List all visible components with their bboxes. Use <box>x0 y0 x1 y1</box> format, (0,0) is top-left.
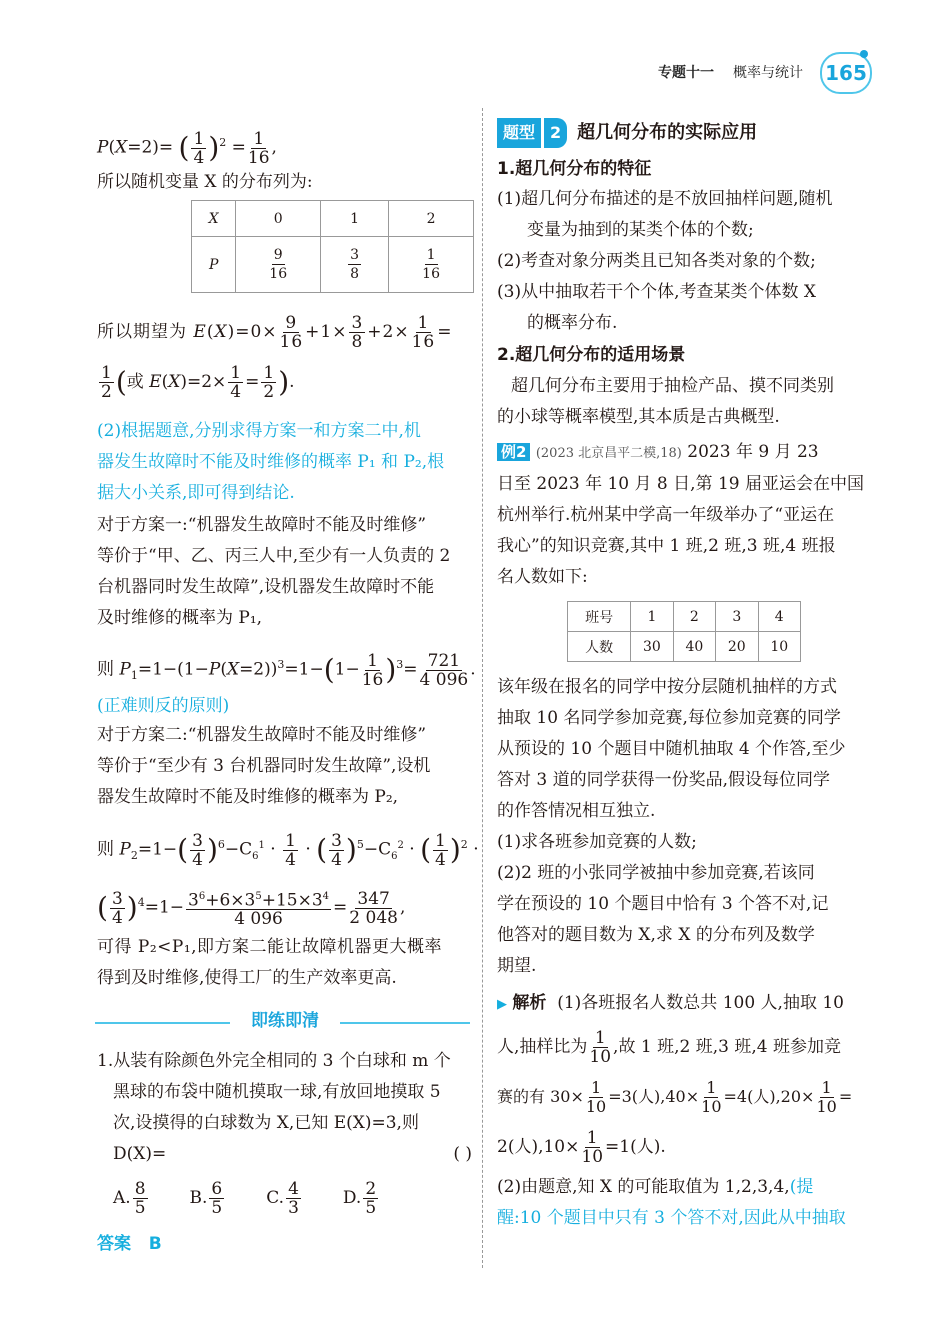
table-header: X <box>192 201 236 237</box>
section-2-title: 2.超几何分布的适用场景 <box>497 345 686 365</box>
table-header: 班号 <box>568 602 631 632</box>
hint-block: (2)根据题意,分别求得方案一和方案二中,机 器发生故障时不能及时维修的概率 P₁ 和 P₂,根 据大小关系,即可得到结论. <box>97 421 445 503</box>
table-header: 3 <box>716 602 758 632</box>
header-topic: 概率与统计 <box>733 65 803 81</box>
conclusion-block: 可得 P₂<P₁,即方案二能让故障机器更大概率 得到及时维修,使得工厂的生产效率更高. <box>97 937 443 988</box>
right-column: 题型 2 超几何分布的实际应用 1.超几何分布的特征 (1)超几何分布描述的是不放回抽样问题,随机 变量为抽到的某类个体的个数; (2)考查对象分两类且已知各类对象的个数; (3)从中抽取若干个个体,考查某类个体数 X 的概率分布. 2.超几何分布的适用场景 超几何分布主要用于抽检产品、摸不同类别 的小球等概率模型,其本质是古典概型. 例2 (2023 北京昌平二模,18) 2023 年 9 月 23 日至 2023 年 10 月 8 日,第 19 届亚运会在中国 杭州举行.杭州某中学高一年级举办了“亚运在 我心”的知识竞赛,其中 1 班,2 班,3 班,4 班报 名人数如下: 班号 1 2 3 4 人数 30 40 20 10 该年级在报名的同学中按分层随机抽样的方式 抽取 10 名同学参加竞赛,每位参加竞赛的同学 从预设的 10 个题目中随机抽取 4 个作答,至少 答对 3 道的同学获得一份奖品,假设每位同学 的作答情况相互独立. (1)求各班参加竞赛的人数; (2)2 班的小张同学被抽中参加竞赛,若该同 学在预设的 10 个题目中恰有 3 个答不对,记 他答对的题目数为 X,求 X 的分布列及数学 期望. ▶ 解析 (1)各班报名人数总共 100 人,抽取 10 人,抽样比为 $\frac{1}{10}$ ,故 1 班,2 班,3 班,4 班参加竞 赛的有 30× $\frac{1}{10}$ =3(人),40× $\frac{1}{10}$ =4(人),20× $\frac{1}{10}$ = 2(人),10× $\frac{1}{10}$ =1(人). (2)由题意,知 X 的可能取值为 1,2,3,4,(提 醒:10 个题目中只有 3 个答不对,因此从中抽取 <box>497 118 872 1234</box>
solution-line4: 2(人),10× $\frac{1}{10}$ =1(人). <box>497 1128 666 1167</box>
table-header: 2 <box>389 201 474 237</box>
left-column <box>97 120 479 988</box>
principle-note: (正难则反的原则) <box>97 696 230 716</box>
header-topic-number: 专题十一 <box>658 65 714 81</box>
option-b[interactable]: B. $\frac{6}{5}$ <box>189 1179 223 1218</box>
q1-options <box>97 1180 472 1224</box>
solution-line3: 赛的有 30× $\frac{1}{10}$ =3(人),40× $\frac{1}{10}$ =4(人),20× $\frac{1}{10}$ = <box>497 1078 853 1116</box>
solution-line5: (2)由题意,知 X 的可能取值为 1,2,3,4,(提 <box>497 1177 814 1197</box>
question-1: 1.从装有除颜色外完全相同的 3 个白球和 m 个 黑球的布袋中随机摸取一球,有放回地摸取 5 次,设摸得的白球数为 X,已知 E(X)=3,则 D(X)= ( ) A. $\frac{8}{5}$ B. $\frac{6}{5}$ C. $\frac{4}{3}$ D. $\frac{2}{5}$ 答案 B <box>97 1051 472 1254</box>
type-number: 2 <box>544 118 567 148</box>
dist-intro: 所以随机变量 X 的分布列为: <box>97 172 313 192</box>
table-header: 1 <box>321 201 389 237</box>
table-cell: 10 <box>758 632 800 662</box>
section-1-title: 1.超几何分布的特征 <box>497 159 652 179</box>
table-header: 0 <box>236 201 321 237</box>
example-source: (2023 北京昌平二模,18) <box>535 446 682 461</box>
plan1-block: 对于方案一:“机器发生故障时不能及时维修” 等价于“甲、乙、丙三人中,至少有一人负责的 2 台机器同时发生故障”,设机器发生故障时不能 及时维修的概率为 P₁, <box>97 515 451 628</box>
q1-answer-paren: ( ) <box>453 1144 472 1164</box>
example-label: 例2 <box>497 443 530 461</box>
expectation-line1: 所以期望为 E(X)=0× $\frac{9}{16}$ +1× $\frac{3}{8}$ +2× $\frac{1}{16}$ = <box>97 313 453 352</box>
table-cell: 20 <box>716 632 758 662</box>
q1-dx: D(X)= <box>113 1144 167 1164</box>
option-d[interactable]: D. $\frac{2}{5}$ <box>342 1179 377 1218</box>
answer-label: 答案 <box>97 1234 131 1254</box>
p2-formula-line2: ( $\frac{3}{4}$ )$^4$=1− $\frac{3^6+6\times 3^5+15\times 3^4}{4 096}$ = $\frac{347}{2 048}$ , <box>97 888 406 930</box>
table-cell: $\frac{9}{16}$ <box>236 237 321 293</box>
answer <box>97 1232 472 1256</box>
distribution-table <box>191 200 474 293</box>
solution-arrow-icon: ▶ <box>497 997 507 1012</box>
solution-line2: 人,抽样比为 $\frac{1}{10}$ ,故 1 班,2 班,3 班,4 班参加竞 <box>497 1028 841 1067</box>
option-c[interactable]: C. $\frac{4}{3}$ <box>266 1179 299 1218</box>
table-cell: $\frac{3}{8}$ <box>321 237 389 293</box>
table-header: 2 <box>673 602 715 632</box>
column-divider <box>482 108 483 1268</box>
practice-title: 即练即清 <box>230 1006 340 1030</box>
page-number: 165 <box>820 52 872 94</box>
page-number-dot-icon <box>860 50 868 58</box>
table-row-label: 人数 <box>568 632 631 662</box>
table-cell: 40 <box>673 632 715 662</box>
solution-line1: ▶ 解析 (1)各班报名人数总共 100 人,抽取 10 <box>497 993 844 1013</box>
expectation-line2: $\frac{1}{2}$ (或 E(X)=2× $\frac{1}{4}$ = $\frac{1}{2}$ ). <box>101 363 295 402</box>
table-cell: 30 <box>631 632 673 662</box>
type-badge: 题型 <box>497 118 541 148</box>
table-row-label: P <box>192 237 236 293</box>
type-heading <box>497 118 872 148</box>
plan2-block: 对于方案二:“机器发生故障时不能及时维修” 等价于“至少有 3 台机器同时发生故障”,设机 器发生故障时不能及时维修的概率为 P₂, <box>97 725 431 807</box>
table-cell: $\frac{1}{16}$ <box>389 237 474 293</box>
solution-label: 解析 <box>512 993 547 1013</box>
example-2: 例2 (2023 北京昌平二模,18) 2023 年 9 月 23 <box>497 437 872 469</box>
p1-formula: 则 $P_1=1-(1-P(X=2))^3=1-(1-$ $\frac{1}{16}$ )$^3$= $\frac{721}{4 096}$ . <box>97 650 476 690</box>
table-header: 4 <box>758 602 800 632</box>
option-a[interactable]: A. $\frac{8}{5}$ <box>113 1179 146 1218</box>
p-x2-formula: P(X=2)= ( $\frac{1}{4}$ )$^2$ = $\frac{1}{16}$ , <box>97 128 277 168</box>
solution-line6: 醒:10 个题目中只有 3 个答不对,因此从中抽取 <box>497 1208 846 1228</box>
table-header: 1 <box>631 602 673 632</box>
p2-formula-line1: 则 $P_2=1-$( $\frac{3}{4}$ )$^6-C_6^1$ · $\frac{1}{4}$ · ( $\frac{3}{4}$ )$^5-C_6^2$ · ( $\frac{1}{4}$ )$^2$ · <box>97 830 479 870</box>
class-table <box>567 601 801 662</box>
answer-value: B <box>148 1234 162 1254</box>
type-title: 超几何分布的实际应用 <box>577 122 758 143</box>
